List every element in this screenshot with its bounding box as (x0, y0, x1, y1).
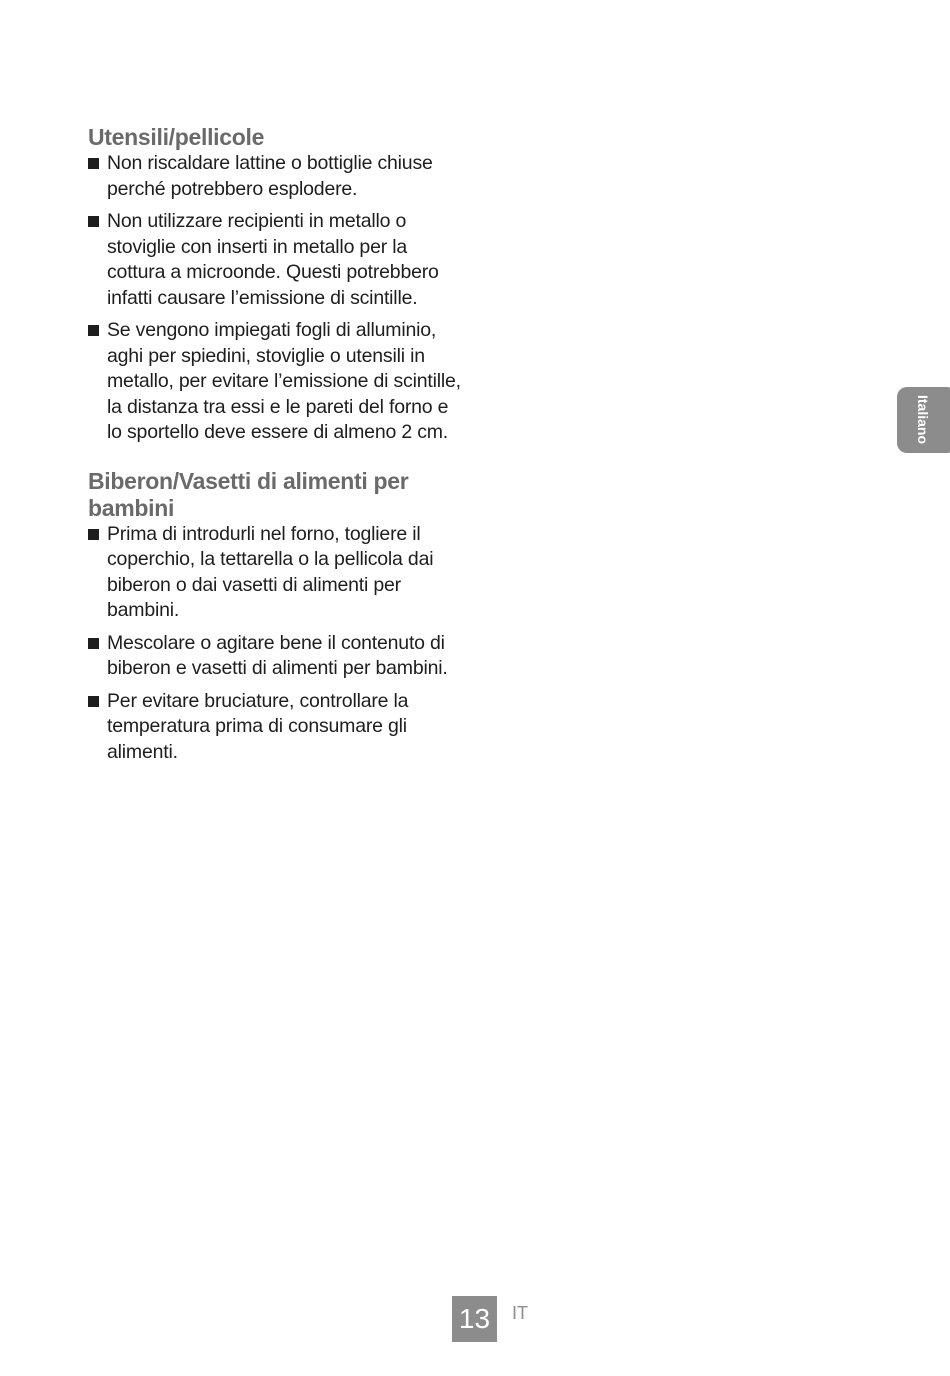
list-item-text: Per evitare bruciature, controllare la temperatura prima di consumare gli alimenti. (107, 689, 409, 763)
list-item (88, 522, 468, 624)
list-item (88, 151, 468, 202)
list-item-text: Mescolare o agitare bene il contenuto di biberon e vasetti di alimenti per bambini. (107, 631, 448, 679)
list-item-text: Prima di introdurli nel forno, togliere il coperchio, la tettarella o la pellicola dai biberon o dai vasetti di alimenti per bambini. (107, 522, 434, 621)
main-column (88, 124, 468, 772)
section-utensils (88, 124, 468, 446)
page-language-code: IT (512, 1303, 528, 1323)
section-baby-bottles (88, 468, 468, 766)
square-bullet-icon (88, 325, 99, 336)
list-item (88, 689, 468, 766)
list-item-text: Non utilizzare recipienti in metallo o stoviglie con inserti in metallo per la cottura a microonde. Questi potrebbero infatti causare l’emissione di scintille. (107, 210, 439, 309)
section-title: Biberon/Vasetti di alimenti per bambini (88, 467, 409, 521)
list-item (88, 318, 468, 446)
section-title: Utensili/pellicole (88, 124, 265, 150)
bullet-list (88, 151, 468, 446)
page-number: 13 (452, 1296, 497, 1342)
language-side-tab-label: Italiano (915, 395, 931, 445)
list-item (88, 209, 468, 311)
list-item-text: Se vengono impiegati fogli di alluminio, aghi per spiedini, stoviglie o utensili in metallo, per evitare l’emissione di scintille, la distanza tra essi e le pareti del forno e lo sportello deve essere di almeno 2 cm. (107, 319, 461, 443)
list-item (88, 631, 468, 682)
bullet-list (88, 522, 468, 766)
square-bullet-icon (88, 638, 99, 649)
square-bullet-icon (88, 529, 99, 540)
square-bullet-icon (88, 696, 99, 707)
language-side-tab (897, 387, 950, 453)
list-item-text: Non riscaldare lattine o bottiglie chiuse perché potrebbero esplodere. (107, 152, 433, 200)
square-bullet-icon (88, 158, 99, 169)
square-bullet-icon (88, 216, 99, 227)
